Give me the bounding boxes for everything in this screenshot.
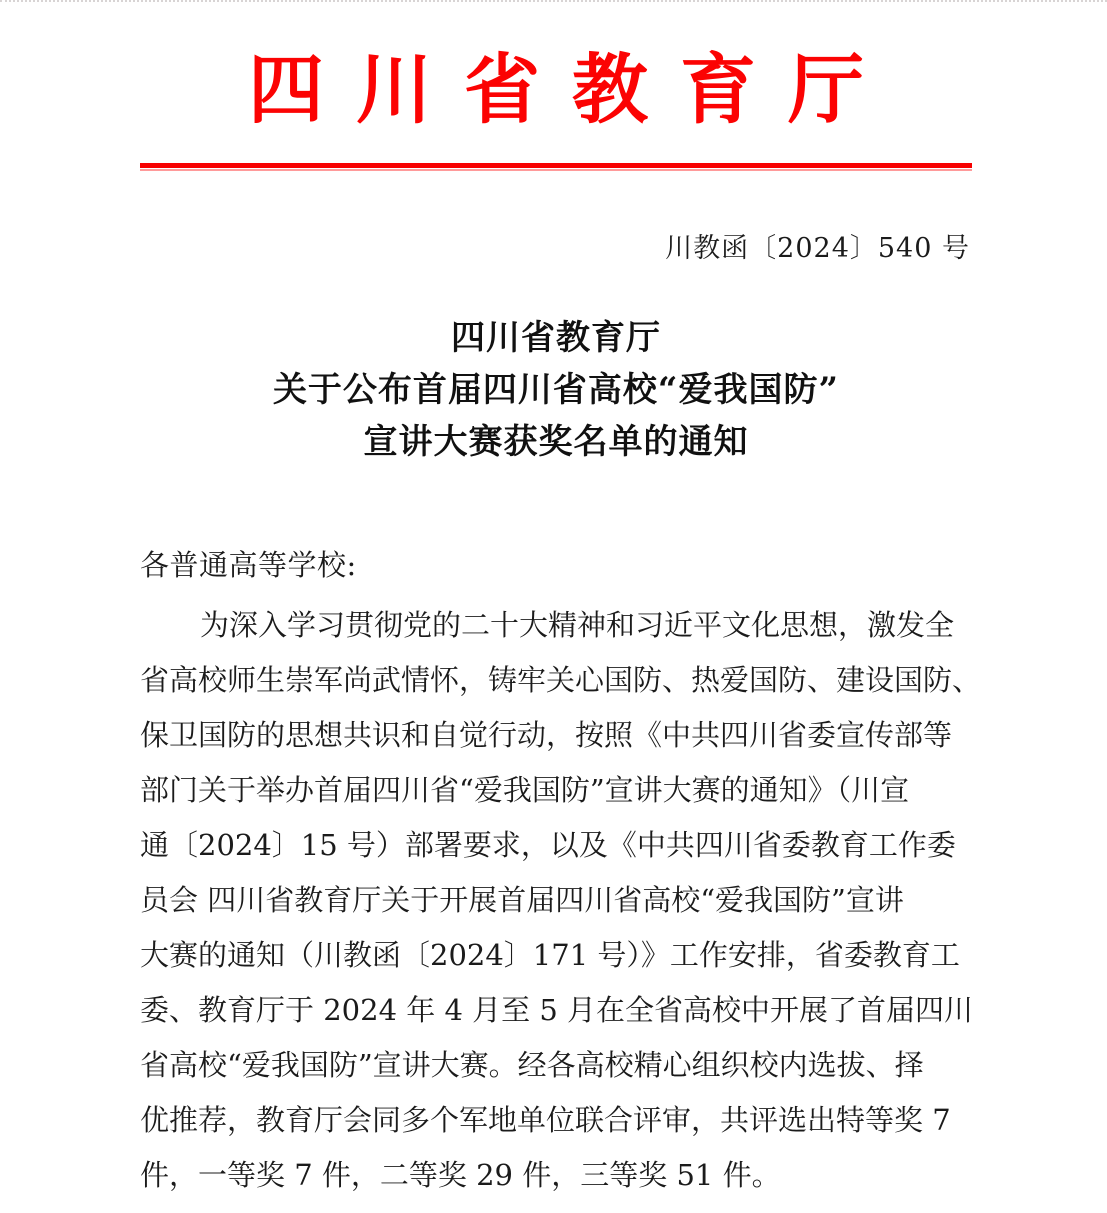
red-rule-thick [140,163,972,168]
body-paragraph-line: 保卫国防的思想共识和自觉行动，按照《中共四川省委宣传部等 [140,718,953,752]
body-paragraph-line: 通〔2024〕15 号）部署要求，以及《中共四川省委教育工作委 [140,828,956,862]
body-paragraph-line: 优推荐，教育厅会同多个军地单位联合评审，共评选出特等奖 7 [140,1103,951,1137]
masthead-red-rule [140,163,972,171]
body-paragraph-line: 省高校“爱我国防”宣讲大赛。经各高校精心组织校内选拔、择 [140,1048,924,1082]
body-paragraph-line: 为深入学习贯彻党的二十大精神和习近平文化思想，激发全 [200,608,955,642]
issuing-organization-masthead: 四川省教育厅 [248,45,896,134]
title-line-organization: 四川省教育厅 [451,318,661,358]
title-line-subject-2: 宣讲大赛获奖名单的通知 [363,422,749,462]
masthead [140,45,972,134]
document-number: 川教函〔2024〕540 号 [665,233,970,264]
body-paragraph-line: 大赛的通知（川教函〔2024〕171 号）》工作安排，省委教育工 [140,938,960,972]
body-paragraph-line: 件，一等奖 7 件，二等奖 29 件，三等奖 51 件。 [140,1158,781,1192]
title-line-subject-1: 关于公布首届四川省高校“爱我国防” [272,370,840,410]
red-rule-thin [140,169,972,171]
body-paragraph-line: 员会 四川省教育厅关于开展首届四川省高校“爱我国防”宣讲 [140,883,904,917]
body-paragraph-line: 委、教育厅于 2024 年 4 月至 5 月在全省高校中开展了首届四川 [140,993,974,1027]
body-paragraph-line: 省高校师生崇军尚武情怀，铸牢关心国防、热爱国防、建设国防、 [140,663,982,697]
body-text [140,598,982,1203]
body-paragraph-line: 部门关于举办首届四川省“爱我国防”宣讲大赛的通知》（川宣 [140,773,910,807]
salutation: 各普通高等学校: [140,548,357,582]
document-title-block [140,312,972,468]
